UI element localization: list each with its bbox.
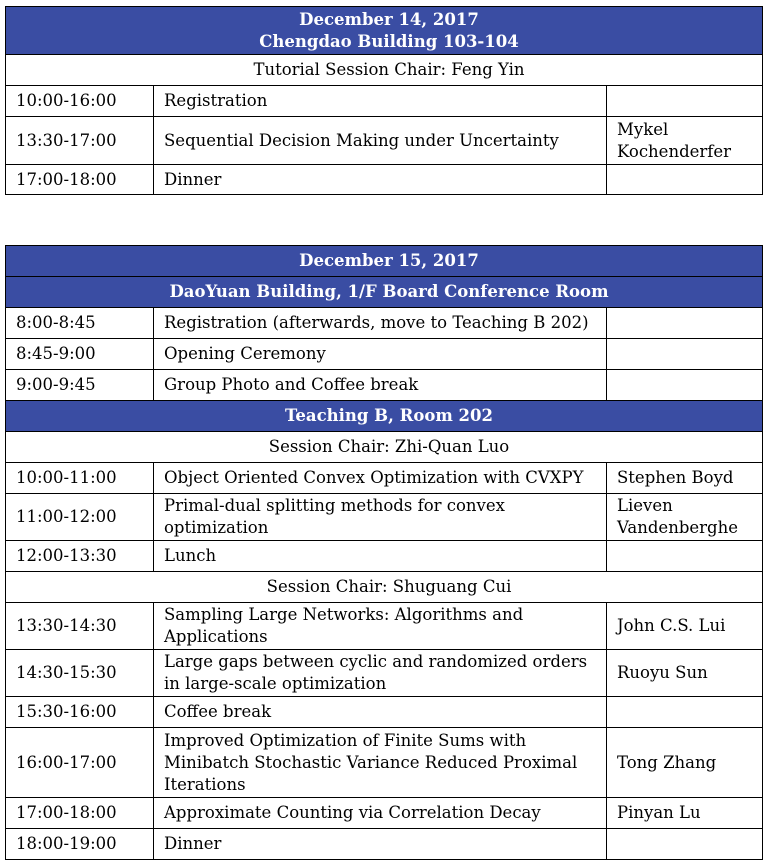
table-row (6, 494, 763, 541)
day-header: December 15, 2017 (6, 246, 763, 277)
speaker-cell (607, 165, 763, 195)
time-cell: 16:00-17:00 (6, 728, 154, 798)
title-cell: Lunch (154, 541, 607, 572)
time-cell: 12:00-13:30 (6, 541, 154, 572)
day-date: December 14, 2017 (299, 9, 479, 29)
speaker-cell: Stephen Boyd (607, 463, 763, 494)
table-row (6, 86, 763, 117)
time-cell: 9:00-9:45 (6, 370, 154, 401)
speaker-cell (607, 86, 763, 117)
time-cell: 15:30-16:00 (6, 697, 154, 728)
title-cell: Dinner (154, 165, 607, 195)
speaker-cell (607, 308, 763, 339)
session-chair: Session Chair: Shuguang Cui (6, 572, 763, 603)
day-header (6, 7, 763, 55)
title-cell: Registration (afterwards, move to Teaching B 202) (154, 308, 607, 339)
speaker-cell (607, 339, 763, 370)
time-cell: 17:00-18:00 (6, 798, 154, 829)
venue-header: DaoYuan Building, 1/F Board Conference Room (6, 277, 763, 308)
title-cell: Opening Ceremony (154, 339, 607, 370)
table-row (6, 603, 763, 650)
speaker-cell: John C.S. Lui (607, 603, 763, 650)
title-cell: Large gaps between cyclic and randomized orders in large-scale optimization (154, 650, 607, 697)
table-row (6, 829, 763, 860)
table-row (6, 117, 763, 165)
table-row (6, 728, 763, 798)
session-chair: Session Chair: Zhi-Quan Luo (6, 432, 763, 463)
title-cell: Sampling Large Networks: Algorithms and Applications (154, 603, 607, 650)
time-cell: 13:30-14:30 (6, 603, 154, 650)
table-row (6, 339, 763, 370)
schedule-table-dec14 (5, 6, 763, 195)
table-row (6, 165, 763, 195)
time-cell: 11:00-12:00 (6, 494, 154, 541)
speaker-cell (607, 370, 763, 401)
table-row (6, 798, 763, 829)
speaker-cell: Lieven Vandenberghe (607, 494, 763, 541)
title-cell: Approximate Counting via Correlation Decay (154, 798, 607, 829)
table-row (6, 650, 763, 697)
title-cell: Improved Optimization of Finite Sums with Minibatch Stochastic Variance Reduced Proximal Iterations (154, 728, 607, 798)
speaker-cell: Mykel Kochenderfer (607, 117, 763, 165)
table-row (6, 697, 763, 728)
time-cell: 18:00-19:00 (6, 829, 154, 860)
speaker-cell: Tong Zhang (607, 728, 763, 798)
speaker-cell (607, 697, 763, 728)
title-cell: Coffee break (154, 697, 607, 728)
speaker-cell: Pinyan Lu (607, 798, 763, 829)
time-cell: 13:30-17:00 (6, 117, 154, 165)
time-cell: 14:30-15:30 (6, 650, 154, 697)
session-chair: Tutorial Session Chair: Feng Yin (6, 55, 763, 86)
speaker-cell (607, 541, 763, 572)
title-cell: Registration (154, 86, 607, 117)
day-venue: Chengdao Building 103-104 (259, 31, 519, 51)
time-cell: 8:00-8:45 (6, 308, 154, 339)
title-cell: Primal-dual splitting methods for convex optimization (154, 494, 607, 541)
venue-header: Teaching B, Room 202 (6, 401, 763, 432)
table-row (6, 541, 763, 572)
speaker-cell: Ruoyu Sun (607, 650, 763, 697)
title-cell: Dinner (154, 829, 607, 860)
time-cell: 17:00-18:00 (6, 165, 154, 195)
table-row (6, 370, 763, 401)
schedule-table-dec15 (5, 245, 763, 860)
title-cell: Group Photo and Coffee break (154, 370, 607, 401)
table-row (6, 463, 763, 494)
time-cell: 10:00-11:00 (6, 463, 154, 494)
title-cell: Sequential Decision Making under Uncertainty (154, 117, 607, 165)
title-cell: Object Oriented Convex Optimization with CVXPY (154, 463, 607, 494)
time-cell: 10:00-16:00 (6, 86, 154, 117)
time-cell: 8:45-9:00 (6, 339, 154, 370)
speaker-cell (607, 829, 763, 860)
table-row (6, 308, 763, 339)
